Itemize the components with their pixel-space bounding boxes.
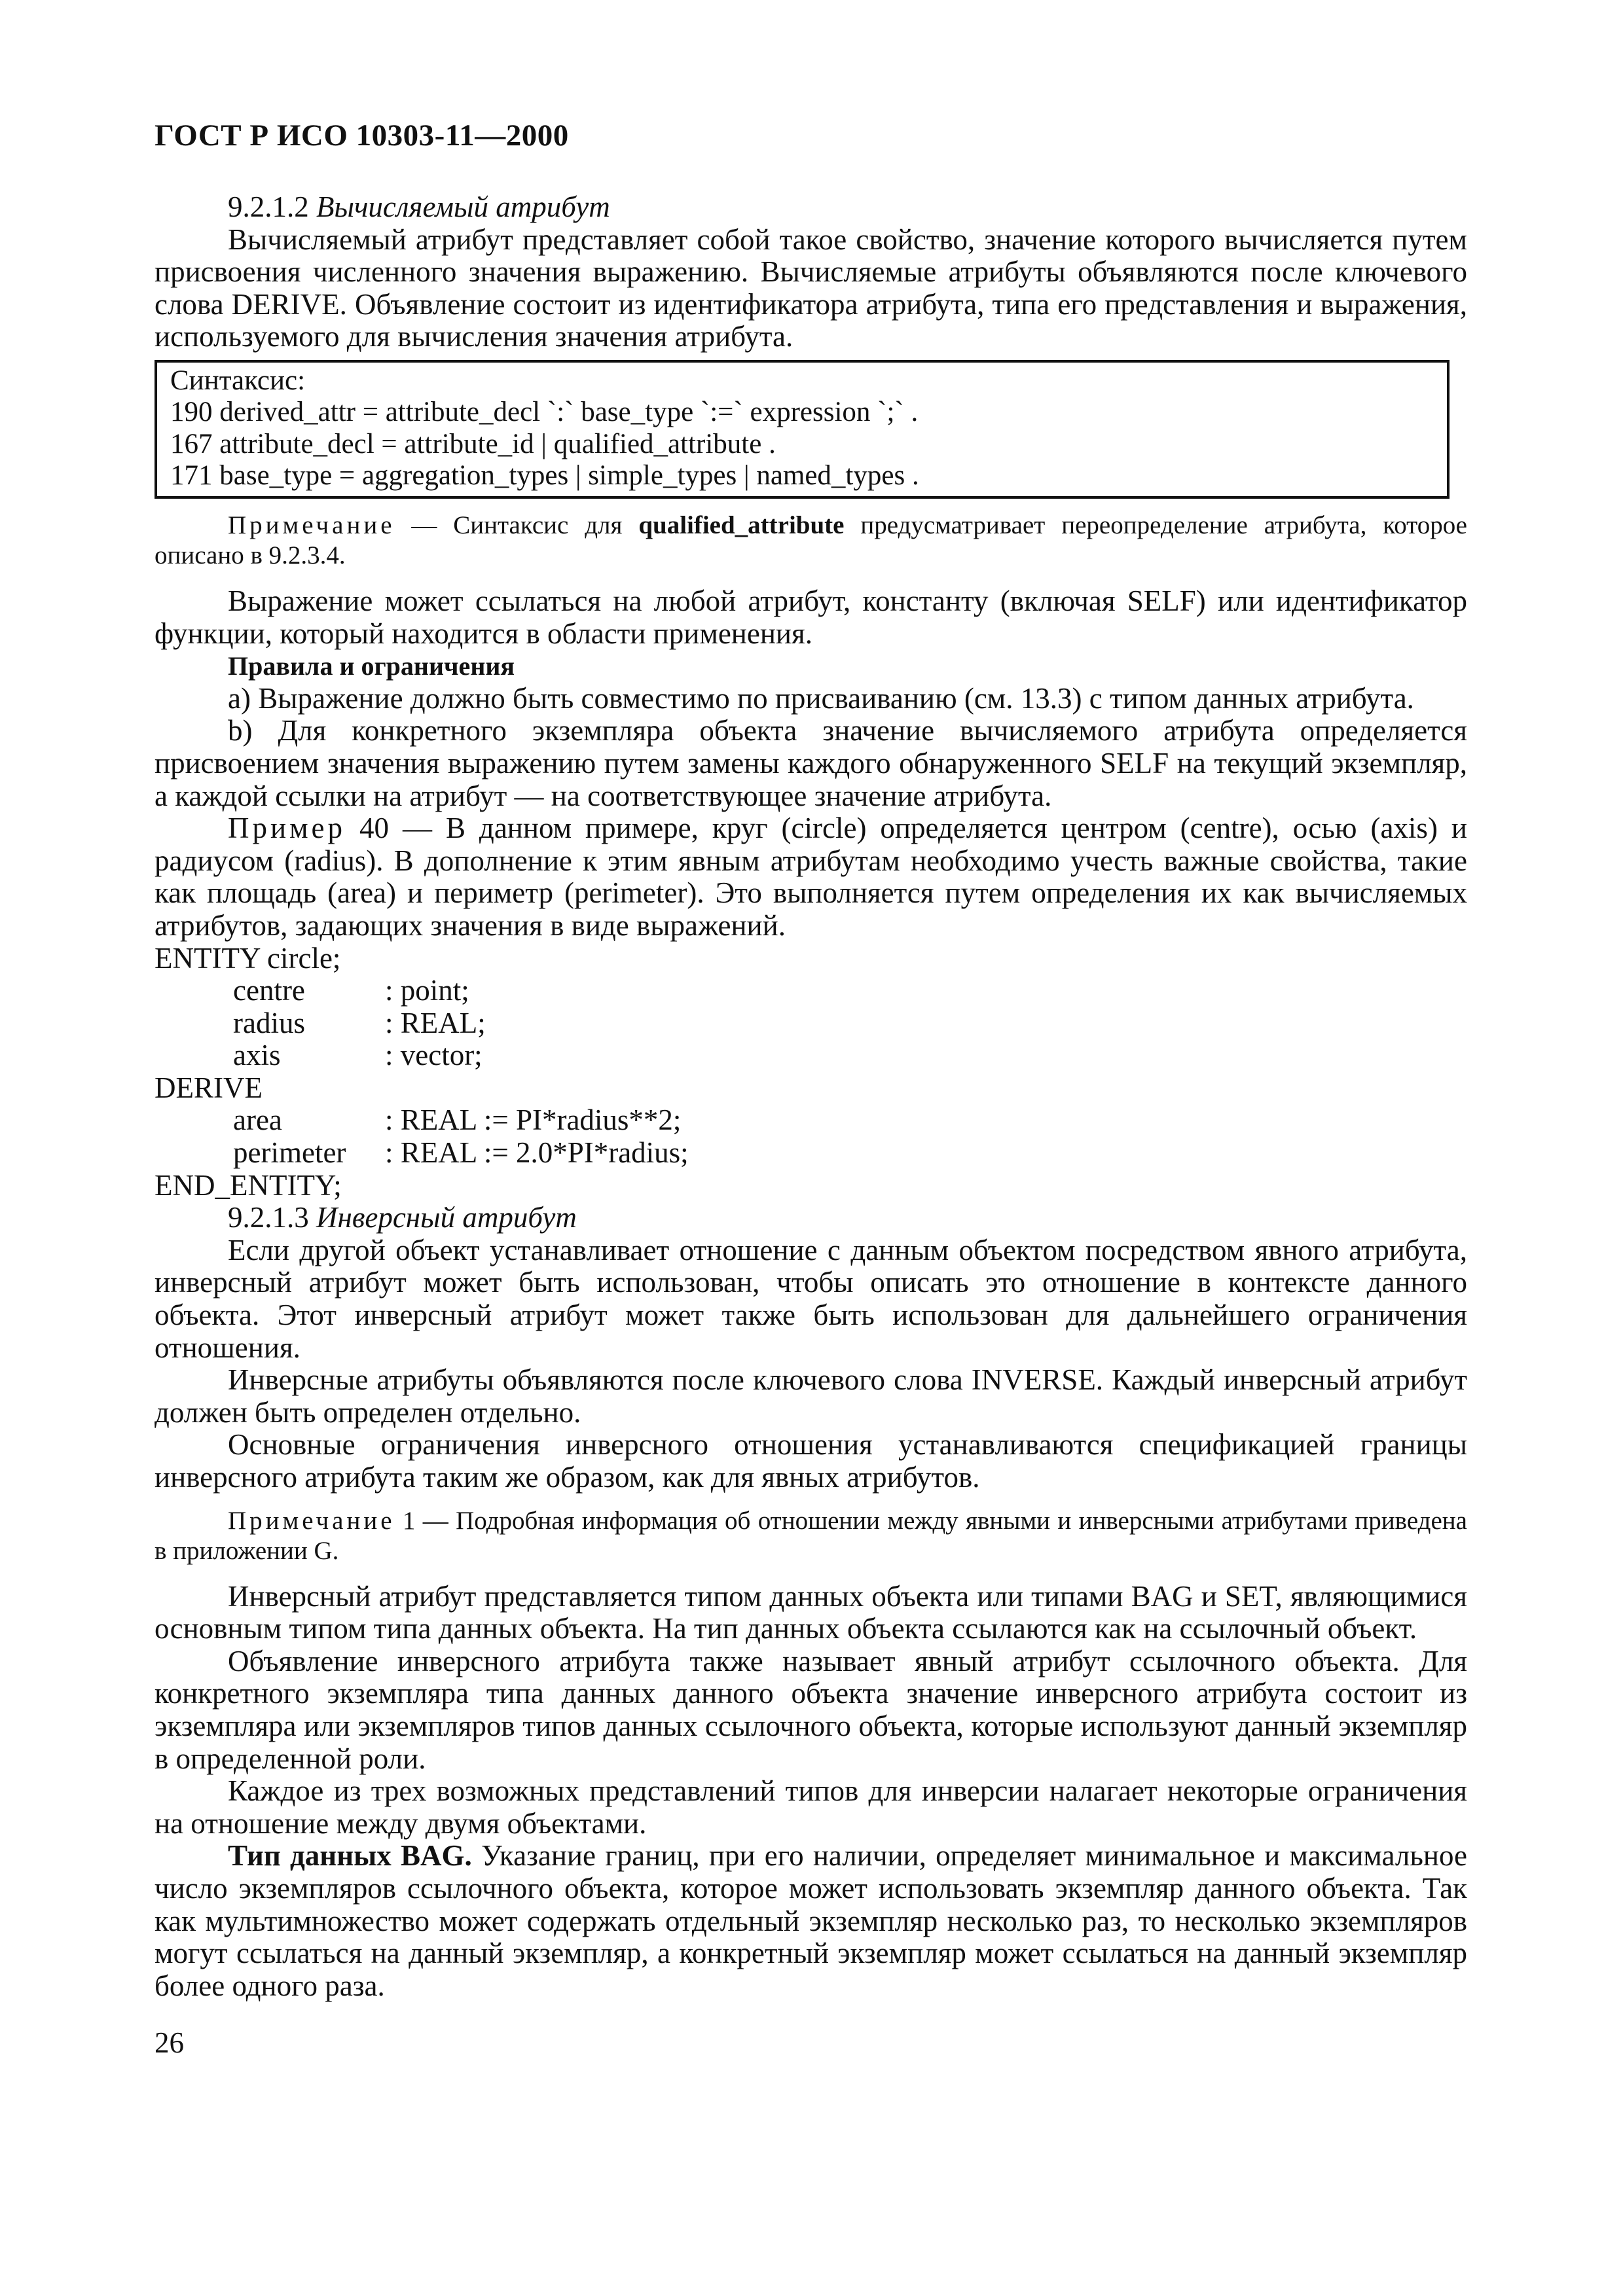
paragraph-inverse-4: Инверсный атрибут представляется типом данных объекта или типами BAG и SET, являющимися основным типом типа данных объекта. На тип данных объекта ссылаются как на ссылочный объект. (155, 1579, 1467, 1645)
code-attr-name: centre (233, 974, 305, 1007)
paragraph-inverse-3: Основные ограничения инверсного отношения устанавливаются спецификацией границы инверсного атрибута таким же образом, как для явных атрибутов. (155, 1428, 1467, 1494)
code-entity-line: ENTITY circle; (155, 941, 341, 975)
bag-term: Тип данных BAG. (228, 1839, 472, 1873)
code-listing (155, 942, 1467, 1202)
rule-item-a: a) Выражение должно быть совместимо по присваиванию (см. 13.3) с типом данных атрибута. (228, 681, 1414, 715)
code-derived-decl: : REAL := PI*radius**2; (385, 1103, 682, 1137)
paragraph-inverse-5: Объявление инверсного атрибута также называет явный атрибут ссылочного объекта. Для конкретного экземпляра типа данных данного объекта значение инверсного атрибута состоит из экземпляра или экземпляров типов данных ссылочного объекта, которые используют данный экземпляр в определенной роли. (155, 1644, 1467, 1775)
note-text-after: предусматривает переопределение атрибута, которое описано в 9.2.3.4. (155, 511, 1467, 569)
page-content (155, 191, 1467, 2002)
syntax-rule-171: 171 base_type = aggregation_types | simple_types | named_types . (170, 460, 919, 492)
code-attr-decl: : point; (385, 974, 469, 1007)
syntax-label: Синтаксис: (170, 365, 306, 396)
rule-item-b: b) Для конкретного экземпляра объекта значение вычисляемого атрибута определяется присвоением значения выражению путем замены каждого обнаруженного SELF на текущий экземпляр, а каждой ссылки на атрибут — на соответствующее значение атрибута. (155, 714, 1467, 812)
section-number: 9.2.1.2 (228, 190, 309, 223)
note-1 (155, 1506, 1467, 1566)
code-derived-line (155, 1137, 1467, 1170)
code-derive-keyword: DERIVE (155, 1071, 263, 1104)
section-title: Вычисляемый атрибут (316, 190, 610, 223)
paragraph-bag (155, 1840, 1467, 2002)
syntax-rule-190: 190 derived_attr = attribute_decl `:` base_type `:=` expression `;` . (170, 397, 919, 428)
code-attr-name: radius (233, 1006, 305, 1039)
syntax-rule-167: 167 attribute_decl = attribute_id | qualified_attribute . (170, 428, 776, 459)
note-label: Примечание (228, 511, 395, 539)
paragraph-expression: Выражение может ссылаться на любой атрибут, константу (включая SELF) или идентификатор функции, который находится в области применения. (155, 584, 1467, 650)
code-derived-line (155, 1104, 1467, 1137)
paragraph-inverse-6: Каждое из трех возможных представлений типов для инверсии налагает некоторые ограничения на отношение между двумя объектами. (155, 1774, 1467, 1840)
paragraph-derived-intro: Вычисляемый атрибут представляет собой такое свойство, значение которого вычисляется путем присвоения численного значения выражению. Вычисляемые атрибуты объявляются после ключевого слова DERIVE. Объявление состоит из идентификатора атрибута, типа его представления и выражения, используемого для вычисления значения атрибута. (155, 223, 1467, 353)
bag-text: Указание границ, при его наличии, определяет минимальное и максимальное число экземпляров ссылочного объекта, которое может использовать экземпляр данного объекта. Так как мультимножество может содержать отдельный экземпляр несколько раз, то несколько экземпляров могут ссылаться на данный экземпляр, а конкретный экземпляр может ссылаться на данный экземпляр более одного раза. (155, 1839, 1467, 2002)
code-attribute-line (155, 1039, 1467, 1072)
note-term: qualified_attribute (638, 511, 845, 539)
section-heading-9-2-1-3 (155, 1202, 1467, 1234)
code-end-line: END_ENTITY; (155, 1168, 342, 1202)
section-title: Инверсный атрибут (316, 1201, 577, 1234)
rules-heading: Правила и ограничения (228, 651, 515, 681)
code-derived-name: area (233, 1103, 282, 1137)
code-attribute-line (155, 975, 1467, 1007)
section-heading-9-2-1-2 (155, 191, 1467, 224)
document-header: ГОСТ Р ИСО 10303-11—2000 (155, 118, 569, 152)
code-derived-decl: : REAL := 2.0*PI*radius; (385, 1136, 689, 1170)
note-text: 1 — Подробная информация об отношении между явными и инверсными атрибутами приведена в приложении G. (155, 1506, 1467, 1565)
example-label: Пример (228, 812, 346, 845)
note-qualified-attribute (155, 511, 1467, 571)
example-paragraph (155, 812, 1467, 942)
page-number: 26 (155, 2026, 184, 2059)
code-attribute-line (155, 1007, 1467, 1040)
code-attr-decl: : REAL; (385, 1006, 486, 1039)
code-derived-name: perimeter (233, 1136, 346, 1170)
note-text-before: — Синтаксис для (395, 511, 639, 539)
paragraph-inverse-2: Инверсные атрибуты объявляются после ключевого слова INVERSE. Каждый инверсный атрибут должен быть определен отдельно. (155, 1363, 1467, 1429)
example-text: 40 — В данном примере, круг (circle) определяется центром (centre), осью (axis) и радиусом (radius). В дополнение к этим явным атрибутам необходимо учесть важные свойства, такие как площадь (area) и периметр (perimeter). Это выполняется путем определения их как вычисляемых атрибутов, задающих значения в виде выражений. (155, 812, 1467, 942)
code-attr-decl: : vector; (385, 1039, 483, 1072)
code-attr-name: axis (233, 1039, 281, 1072)
note-label: Примечание (228, 1506, 395, 1535)
section-number: 9.2.1.3 (228, 1201, 309, 1234)
syntax-box (155, 360, 1450, 499)
paragraph-inverse-1: Если другой объект устанавливает отношение с данным объектом посредством явного атрибута, инверсный атрибут может быть использован, чтобы описать это отношение в контексте данного объекта. Этот инверсный атрибут может также быть использован для дальнейшего ограничения отношения. (155, 1233, 1467, 1364)
